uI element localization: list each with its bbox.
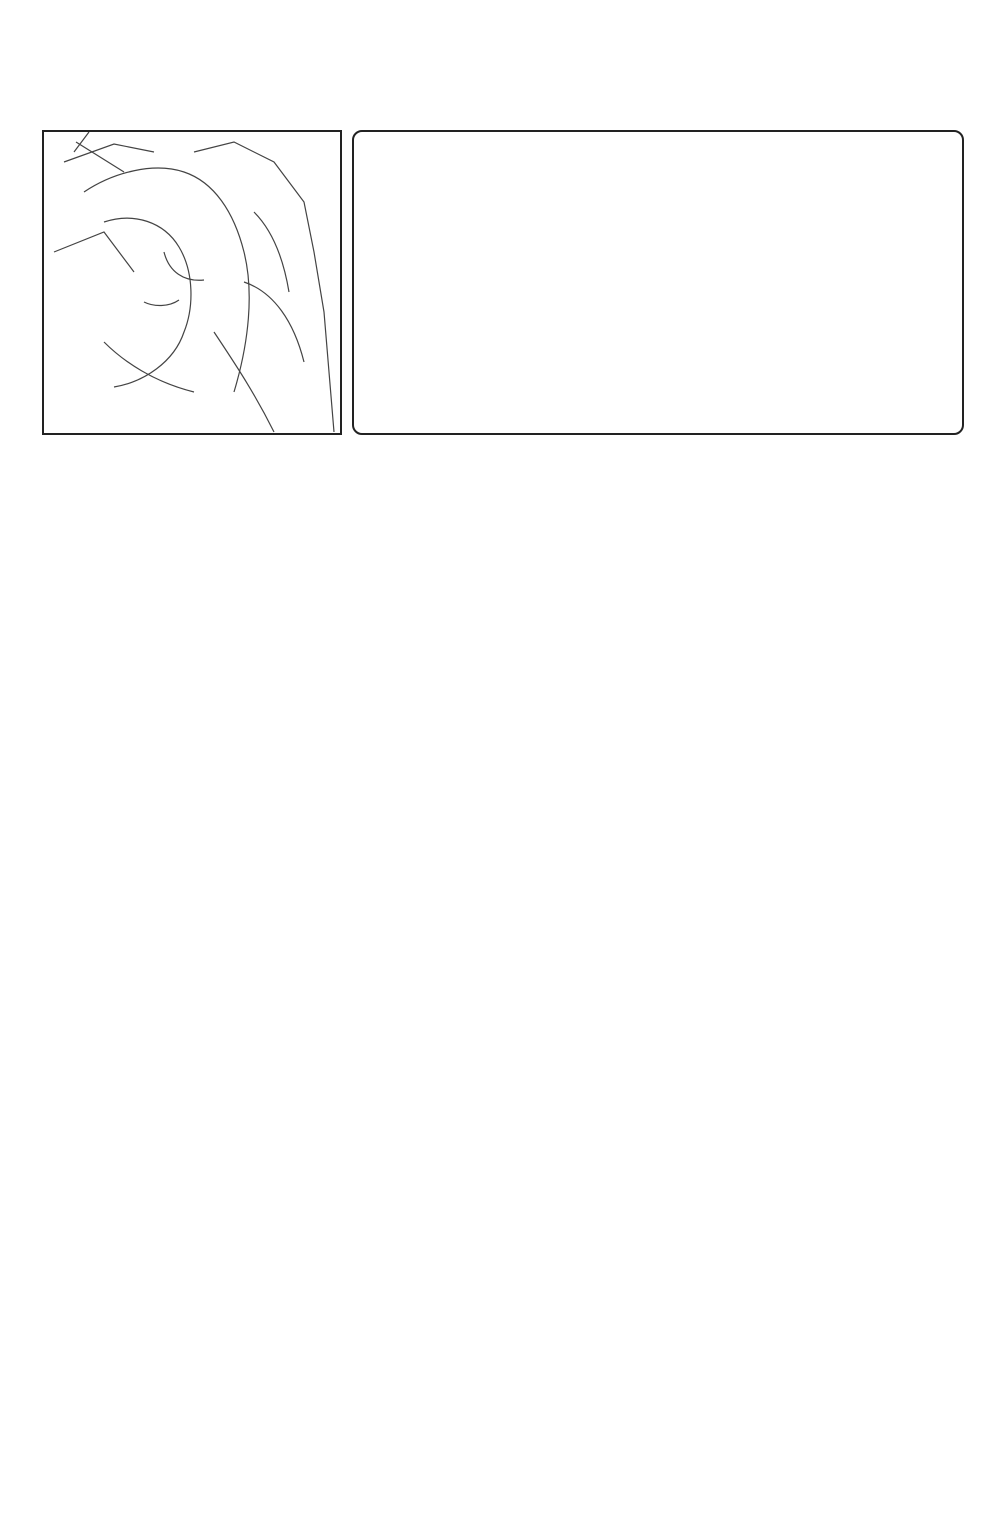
portrait-sketch-icon — [44, 132, 340, 433]
character-portrait — [42, 130, 342, 435]
equipment-list — [364, 140, 624, 425]
equipment-panel — [352, 130, 964, 435]
